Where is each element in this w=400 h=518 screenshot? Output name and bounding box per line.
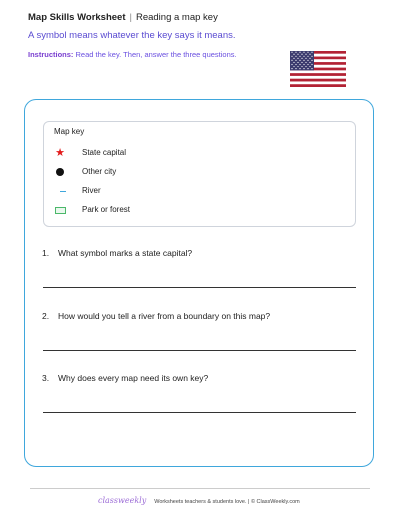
instructions-label: Instructions: (28, 50, 74, 59)
footer (98, 496, 300, 505)
us-flag-image (290, 51, 346, 87)
worksheet-subtitle: A symbol means whatever the key says it means. (28, 30, 236, 41)
footer-text: Worksheets teachers & students love. | © ClassWeekly.com (154, 499, 300, 505)
worksheet-title: Map Skills Worksheet (28, 12, 126, 23)
map-key-title: Map key (54, 127, 85, 136)
dot-icon (54, 166, 66, 178)
question-2 (42, 311, 270, 321)
map-key-label: River (82, 186, 101, 195)
instructions-text: Read the key. Then, answer the three questions. (75, 50, 237, 59)
map-key-label: State capital (82, 148, 127, 157)
park-rect-icon (54, 204, 66, 216)
map-key-item-state-capital (54, 147, 314, 159)
question-number: 1. (42, 248, 50, 258)
question-number: 3. (42, 373, 50, 383)
answer-line-1[interactable] (43, 287, 356, 288)
map-key-label: Park or forest (82, 205, 131, 214)
map-key-item-river (54, 185, 314, 197)
map-key-item-park (54, 204, 314, 216)
map-key-item-other-city (54, 166, 314, 178)
answer-line-3[interactable] (43, 412, 356, 413)
instructions (28, 50, 237, 59)
question-text: What symbol marks a state capital? (58, 248, 193, 258)
footer-brand-logo: classweekly (98, 496, 147, 505)
question-text: Why does every map need its own key? (58, 373, 209, 383)
question-text: How would you tell a river from a boundary on this map? (58, 311, 271, 321)
question-1 (42, 248, 192, 258)
answer-line-2[interactable] (43, 350, 356, 351)
question-3 (42, 373, 208, 383)
map-key-label: Other city (82, 167, 117, 176)
header-separator: | (129, 12, 132, 23)
footer-divider (30, 488, 370, 489)
star-icon: ★ (55, 146, 65, 159)
worksheet-topic: Reading a map key (135, 12, 218, 23)
question-number: 2. (42, 311, 50, 321)
river-line-icon (54, 185, 66, 197)
worksheet-header (28, 12, 218, 23)
